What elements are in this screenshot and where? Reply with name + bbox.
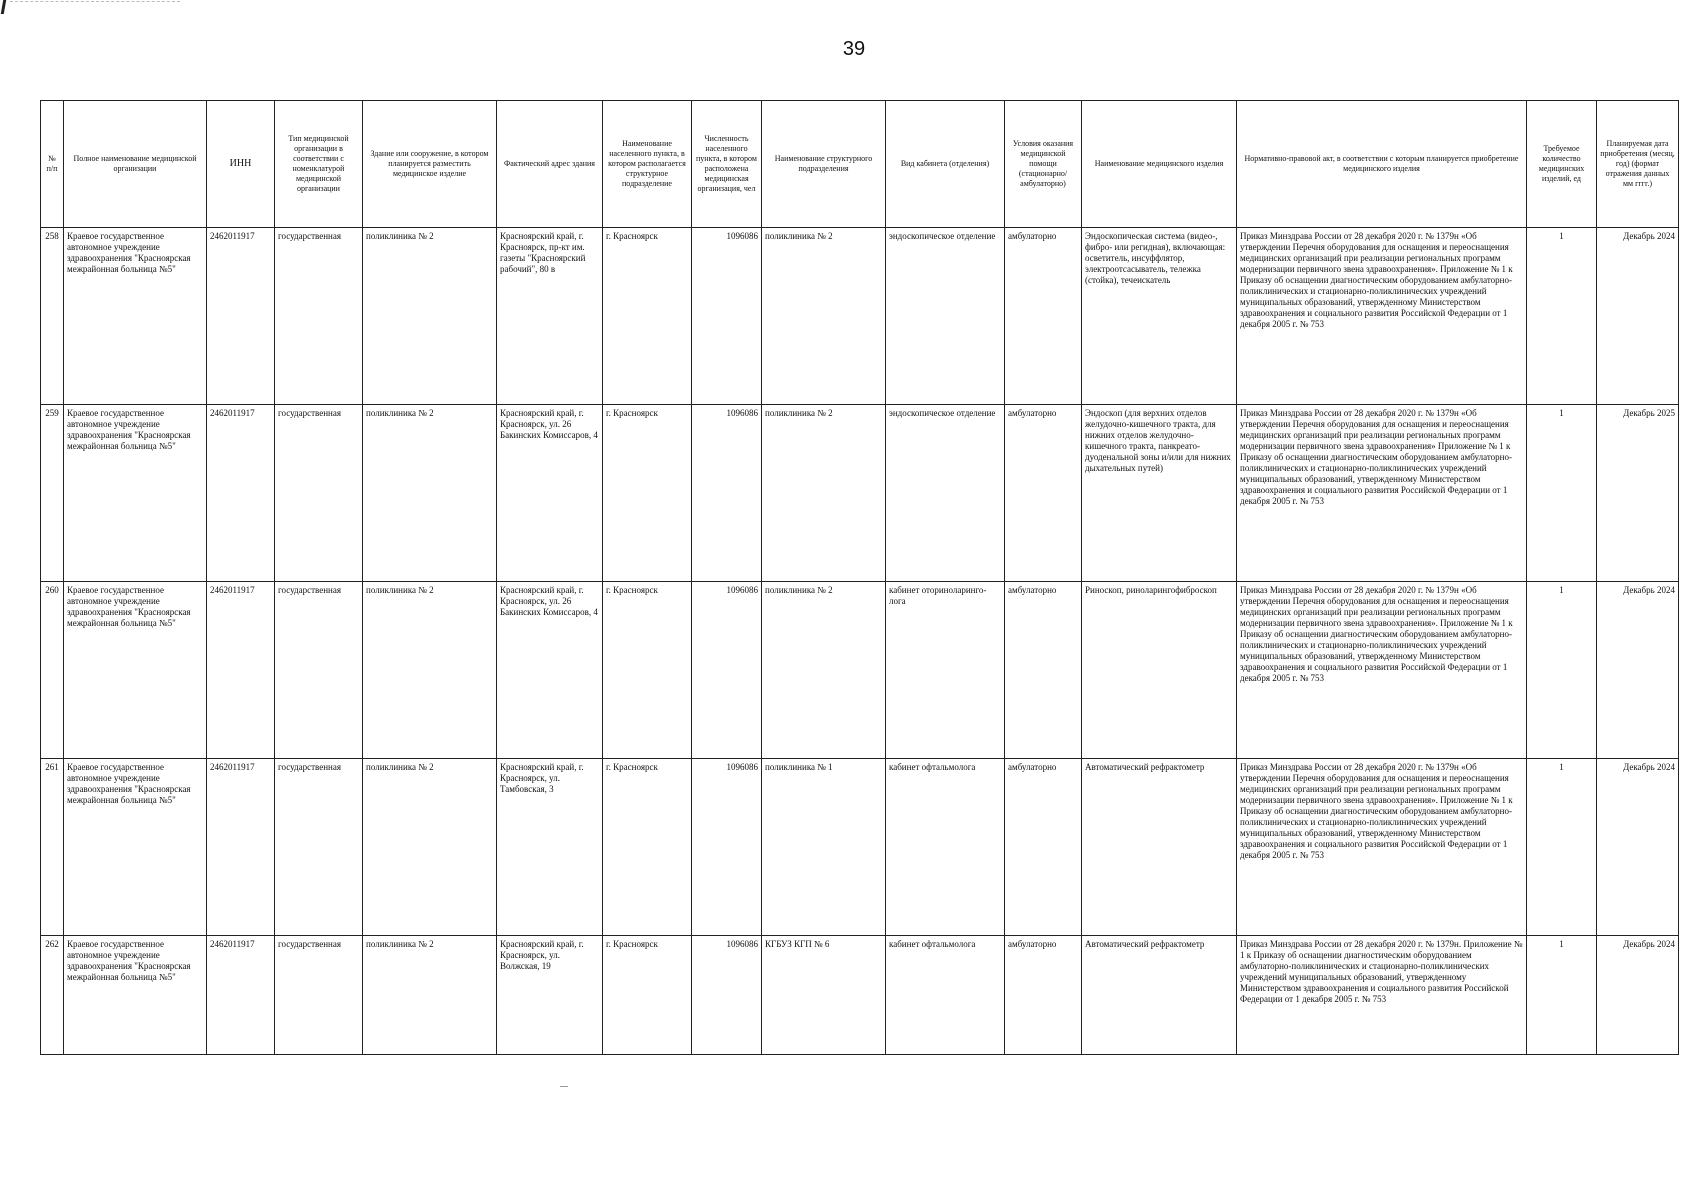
cell-cabinet: кабинет офтальмолога	[886, 936, 1005, 1055]
cell-unit: поликлиника № 2	[762, 405, 886, 582]
page-number: 39	[842, 38, 866, 60]
cell-num: 262	[41, 936, 64, 1055]
cell-unit: КГБУЗ КГП № 6	[762, 936, 886, 1055]
header-org-type: Тип медицинской организации в соответствии с номенклатурой медицинской организации	[275, 101, 363, 228]
header-population: Численность населенного пункта, в котором расположена медицинская организация, чел	[692, 101, 762, 228]
header-conditions: Условия оказания медицинской помощи (стационарно/ амбулаторно)	[1005, 101, 1082, 228]
cell-building: поликлиника № 2	[363, 936, 497, 1055]
cell-org-type: государственная	[275, 405, 363, 582]
cell-building: поликлиника № 2	[363, 759, 497, 936]
cell-building: поликлиника № 2	[363, 582, 497, 759]
header-row	[41, 101, 1679, 228]
cell-cabinet: кабинет оториноларинго-лога	[886, 582, 1005, 759]
header-inn: ИНН	[207, 101, 275, 228]
header-num: № п/п	[41, 101, 64, 228]
cell-locality: г. Красноярск	[603, 228, 692, 405]
cell-cabinet: кабинет офтальмолога	[886, 759, 1005, 936]
cell-device: Эндоскоп (для верхних отделов желудочно-кишечного тракта, для нижних отделов желудочно-кишечного тракта, панкреато-дуоденальной зоны и/или для нижних дыхательных путей)	[1082, 405, 1237, 582]
header-cabinet: Вид кабинета (отделения)	[886, 101, 1005, 228]
cell-building: поликлиника № 2	[363, 405, 497, 582]
header-unit: Наименование структурного подразделения	[762, 101, 886, 228]
scan-artifact-line	[10, 1, 180, 3]
cell-date: Декабрь 2025	[1597, 405, 1679, 582]
table-row	[41, 405, 1679, 582]
cell-act: Приказ Минздрава России от 28 декабря 2020 г. № 1379н «Об утверждении Перечня оборудования для оснащения и переоснащения медицинских организаций при реализации региональных программ модернизации первичного звена здравоохранения». Приложение № 1 к Приказу об оснащении диагностическим оборудованием амбулаторно-поликлинических и стационарно-поликлинических учреждений муниципальных образований, утвержденному Министерством здравоохранения и социального развития Российской Федерации от 1 декабря 2005 г. № 753	[1237, 759, 1527, 936]
cell-org-type: государственная	[275, 759, 363, 936]
cell-org-name: Краевое государственное автономное учреждение здравоохранения "Красноярская межрайонная больница №5"	[64, 759, 207, 936]
header-date: Планируемая дата приобретения (месяц, год) (формат отражения данных мм гггг.)	[1597, 101, 1679, 228]
cell-date: Декабрь 2024	[1597, 759, 1679, 936]
equipment-registry-table	[40, 100, 1679, 1055]
cell-date: Декабрь 2024	[1597, 582, 1679, 759]
cell-inn: 2462011917	[207, 405, 275, 582]
cell-unit: поликлиника № 1	[762, 759, 886, 936]
scan-speck	[560, 1086, 568, 1087]
cell-org-name: Краевое государственное автономное учреждение здравоохранения "Красноярская межрайонная больница №5"	[64, 405, 207, 582]
cell-num: 259	[41, 405, 64, 582]
cell-qty: 1	[1527, 936, 1597, 1055]
cell-device: Риноскоп, риноларингофиброскоп	[1082, 582, 1237, 759]
cell-inn: 2462011917	[207, 582, 275, 759]
table-row	[41, 228, 1679, 405]
cell-inn: 2462011917	[207, 936, 275, 1055]
cell-act: Приказ Минздрава России от 28 декабря 2020 г. № 1379н. Приложение № 1 к Приказу об оснащении диагностическим оборудованием амбулаторно-поликлинических и стационарно-поликлинических учреждений муниципальных образований, утвержденному Министерством здравоохранения и социального развития Российской Федерации от 1 декабря 2005 г. № 753	[1237, 936, 1527, 1055]
cell-locality: г. Красноярск	[603, 405, 692, 582]
cell-address: Красноярский край, г. Красноярск, ул. 26 Бакинских Комиссаров, 4	[497, 405, 603, 582]
table-row	[41, 582, 1679, 759]
cell-qty: 1	[1527, 405, 1597, 582]
cell-address: Красноярский край, г. Красноярск, пр-кт им. газеты "Красноярский рабочий", 80 в	[497, 228, 603, 405]
header-locality: Наименование населенного пункта, в котором располагается структурное подразделение	[603, 101, 692, 228]
cell-address: Красноярский край, г. Красноярск, ул. 26 Бакинских Комиссаров, 4	[497, 582, 603, 759]
cell-population: 1096086	[692, 405, 762, 582]
cell-org-type: государственная	[275, 582, 363, 759]
cell-num: 260	[41, 582, 64, 759]
cell-conditions: амбулаторно	[1005, 759, 1082, 936]
cell-population: 1096086	[692, 759, 762, 936]
cell-org-name: Краевое государственное автономное учреждение здравоохранения "Красноярская межрайонная больница №5"	[64, 228, 207, 405]
cell-conditions: амбулаторно	[1005, 936, 1082, 1055]
cell-device: Автоматический рефрактометр	[1082, 936, 1237, 1055]
cell-population: 1096086	[692, 582, 762, 759]
header-building: Здание или сооружение, в котором планируется разместить медицинское изделие	[363, 101, 497, 228]
cell-population: 1096086	[692, 228, 762, 405]
cell-inn: 2462011917	[207, 228, 275, 405]
cell-conditions: амбулаторно	[1005, 405, 1082, 582]
cell-org-type: государственная	[275, 228, 363, 405]
cell-conditions: амбулаторно	[1005, 582, 1082, 759]
cell-unit: поликлиника № 2	[762, 228, 886, 405]
cell-date: Декабрь 2024	[1597, 228, 1679, 405]
cell-cabinet: эндоскопическое отделение	[886, 405, 1005, 582]
cell-act: Приказ Минздрава России от 28 декабря 2020 г. № 1379н «Об утверждении Перечня оборудования для оснащения и переоснащения медицинских организаций при реализации региональных программ модернизации первичного звена здравоохранения» Приложение № 1 к Приказу об оснащении диагностическим оборудованием амбулаторно-поликлинических и стационарно-поликлинических учреждений муниципальных образований, утвержденному Министерством здравоохранения и социального развития Российской Федерации от 1 декабря 2005 г. № 753	[1237, 405, 1527, 582]
cell-building: поликлиника № 2	[363, 228, 497, 405]
cell-device: Эндоскопическая система (видео-, фибро- или регидная), включающая: осветитель, инсуффлятор, электроотсасыватель, тележка (стойка), течеискатель	[1082, 228, 1237, 405]
header-device: Наименование медицинского изделия	[1082, 101, 1237, 228]
cell-population: 1096086	[692, 936, 762, 1055]
cell-act: Приказ Минздрава России от 28 декабря 2020 г. № 1379н «Об утверждении Перечня оборудования для оснащения и переоснащения медицинских организаций при реализации региональных программ модернизации первичного звена здравоохранения». Приложение № 1 к Приказу об оснащении диагностическим оборудованием амбулаторно-поликлинических и стационарно-поликлинических учреждений муниципальных образований, утвержденному Министерством здравоохранения и социального развития Российской Федерации от 1 декабря 2005 г. № 753	[1237, 582, 1527, 759]
table-row	[41, 936, 1679, 1055]
cell-conditions: амбулаторно	[1005, 228, 1082, 405]
scan-artifact-mark	[1, 0, 6, 14]
cell-qty: 1	[1527, 582, 1597, 759]
cell-cabinet: эндоскопическое отделение	[886, 228, 1005, 405]
table-row	[41, 759, 1679, 936]
cell-num: 258	[41, 228, 64, 405]
header-org-name: Полное наименование медицинской организации	[64, 101, 207, 228]
cell-device: Автоматический рефрактометр	[1082, 759, 1237, 936]
cell-org-name: Краевое государственное автономное учреждение здравоохранения "Красноярская межрайонная больница №5"	[64, 936, 207, 1055]
header-address: Фактический адрес здания	[497, 101, 603, 228]
cell-act: Приказ Минздрава России от 28 декабря 2020 г. № 1379н «Об утверждении Перечня оборудования для оснащения и переоснащения медицинских организаций при реализации региональных программ модернизации первичного звена здравоохранения». Приложение № 1 к Приказу об оснащении диагностическим оборудованием амбулаторно-поликлинических и стационарно-поликлинических учреждений муниципальных образований, утвержденному Министерством здравоохранения и социального развития Российской Федерации от 1 декабря 2005 г. № 753	[1237, 228, 1527, 405]
cell-locality: г. Красноярск	[603, 936, 692, 1055]
cell-date: Декабрь 2024	[1597, 936, 1679, 1055]
header-qty: Требуемое количество медицинских изделий, ед	[1527, 101, 1597, 228]
cell-org-name: Краевое государственное автономное учреждение здравоохранения "Красноярская межрайонная больница №5"	[64, 582, 207, 759]
cell-unit: поликлиника № 2	[762, 582, 886, 759]
cell-address: Красноярский край, г. Красноярск, ул. Волжская, 19	[497, 936, 603, 1055]
cell-qty: 1	[1527, 759, 1597, 936]
cell-address: Красноярский край, г. Красноярск, ул. Тамбовская, 3	[497, 759, 603, 936]
cell-locality: г. Красноярск	[603, 759, 692, 936]
header-act: Нормативно-правовой акт, в соответствии с которым планируется приобретение медицинского изделия	[1237, 101, 1527, 228]
cell-locality: г. Красноярск	[603, 582, 692, 759]
cell-qty: 1	[1527, 228, 1597, 405]
cell-num: 261	[41, 759, 64, 936]
cell-inn: 2462011917	[207, 759, 275, 936]
cell-org-type: государственная	[275, 936, 363, 1055]
